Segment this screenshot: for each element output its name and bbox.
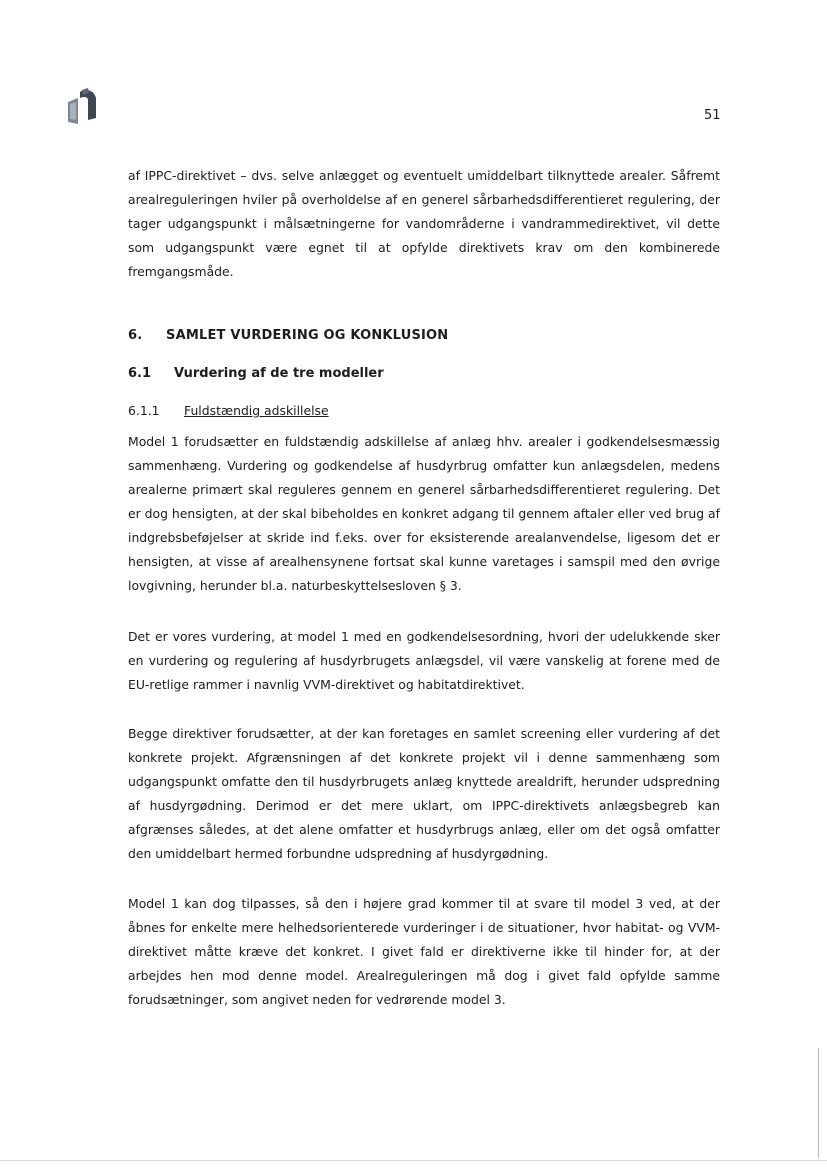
subsection-number: 6.1 bbox=[128, 366, 152, 381]
page-number: 51 bbox=[704, 108, 721, 123]
paragraph-model-1: Model 1 forudsætter en fuldstændig adskillelse af anlæg hhv. arealer i godkendelsesmæssig sammenhæng. Vurdering og godkendelse af husdyrbrug omfatter kun anlægsdelen, medens arealerne primært skal reguleres gennem en generel sårbarhedsdifferentieret regulering. Det er dog hensigten, at der skal bibeholdes en konkret adgang til gennem aftaler eller ved brug af indgrebsbeføjelser at skride ind f.eks. over for eksisterende arealanvendelse, ligesom det er hensigten, at visse af arealhensynene fortsat skal kunne varetages i samspil med den øvrige lovgivning, herunder bl.a. naturbeskyttelsesloven § 3. bbox=[128, 434, 720, 593]
subsubsection-number: 6.1.1 bbox=[128, 403, 160, 418]
paragraph-adaptation: Model 1 kan dog tilpasses, så den i højere grad kommer til at svare til model 3 ved, at der åbnes for enkelte mere helhedsorienterede vurderinger i de situationer, hvor habitat- og VVM-direktivet måtte kræve det konkret. I givet fald er direktiverne ikke til hinder for, at der arbejdes hen mod denne model. Arealreguleringen må dog i givet fald opfylde samme forudsætninger, som angivet neden for vedrørende model 3. bbox=[128, 896, 720, 1007]
publisher-logo-icon bbox=[62, 84, 102, 128]
subsection-heading bbox=[128, 366, 384, 381]
subsection-title: Vurdering af de tre modeller bbox=[174, 366, 384, 381]
paragraph-assessment: Det er vores vurdering, at model 1 med en godkendelsesordning, hvori der udelukkende sker en vurdering og regulering af husdyrbrugets anlægsdel, vil være vanskelig at forene med de EU-retlige rammer i navnlig VVM-direktivet og habitatdirektivet. bbox=[128, 629, 720, 692]
section-heading bbox=[128, 328, 448, 343]
scan-edge-line bbox=[0, 1160, 827, 1161]
paragraph-directives: Begge direktiver forudsætter, at der kan foretages en samlet screening eller vurdering af det konkrete projekt. Afgrænsningen af det konkrete projekt vil i denne sammenhæng som udgangspunkt omfatte den til husdyrbrugets anlæg knyttede arealdrift, herunder udspredning af husdyrgødning. Derimod er det mere uklart, om IPPC-direktivets anlægsbegreb kan afgrænses således, at det alene omfatter et husdyrbrugs anlæg, eller om det også omfatter den umiddelbart hermed forbundne udspredning af husdyrgødning. bbox=[128, 726, 720, 861]
section-title: SAMLET VURDERING OG KONKLUSION bbox=[166, 328, 449, 343]
margin-line bbox=[818, 1048, 819, 1158]
intro-paragraph: af IPPC-direktivet – dvs. selve anlægget og eventuelt umiddelbart tilknyttede arealer. Såfremt arealreguleringen hviler på overholdelse af en generel sårbarhedsdifferentieret regulering, der tager udgangspunkt i målsætningerne for vandområderne i vandrammedirektivet, vil dette som udgangspunkt være egnet til at opfylde direktivets krav om den kombinerede fremgangsmåde. bbox=[128, 168, 720, 279]
subsubsection-heading bbox=[128, 403, 329, 418]
subsubsection-title: Fuldstændig adskillelse bbox=[184, 403, 329, 418]
section-number: 6. bbox=[128, 328, 143, 343]
